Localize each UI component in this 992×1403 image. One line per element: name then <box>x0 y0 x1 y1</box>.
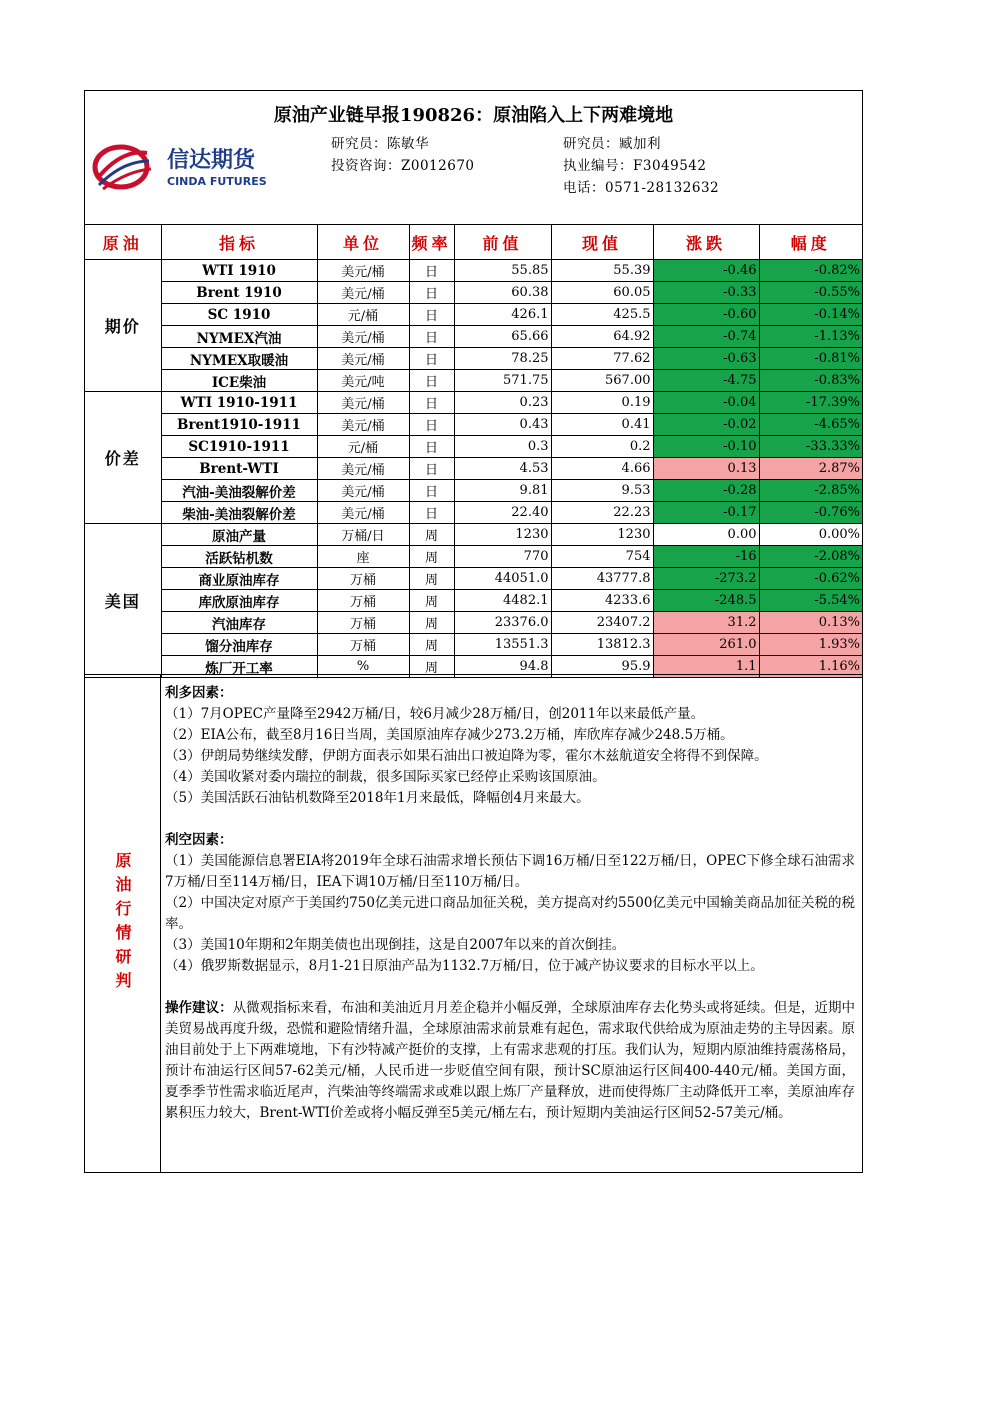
previous-value-cell: 4.53 <box>454 458 551 480</box>
change-percent-cell: -0.82% <box>759 260 862 282</box>
change-percent-cell: 0.13% <box>759 612 862 634</box>
unit-cell: 座 <box>317 546 409 568</box>
frequency-cell: 周 <box>409 656 454 678</box>
change-percent-cell: -1.13% <box>759 326 862 348</box>
frequency-cell: 日 <box>409 414 454 436</box>
table-row <box>85 612 862 634</box>
bullish-item: （1）7月OPEC产量降至2942万桶/日，较6月减少28万桶/日，创2011年以来最低产量。 <box>165 706 705 722</box>
change-percent-cell: -33.33% <box>759 436 862 458</box>
change-cell: -248.5 <box>653 590 759 612</box>
previous-value-cell: 770 <box>454 546 551 568</box>
current-value-cell: 95.9 <box>551 656 653 678</box>
current-value-cell: 60.05 <box>551 282 653 304</box>
change-percent-cell: -0.83% <box>759 370 862 392</box>
change-cell: 261.0 <box>653 634 759 656</box>
change-cell: -0.02 <box>653 414 759 436</box>
indicator-cell: 炼厂开工率 <box>161 656 317 678</box>
unit-cell: 美元/桶 <box>317 392 409 414</box>
current-value-cell: 13812.3 <box>551 634 653 656</box>
previous-value-cell: 55.85 <box>454 260 551 282</box>
report-header <box>85 91 862 225</box>
cinda-logo <box>91 139 281 195</box>
current-value-cell: 77.62 <box>551 348 653 370</box>
unit-cell: 美元/桶 <box>317 414 409 436</box>
frequency-cell: 周 <box>409 524 454 546</box>
change-cell: -0.63 <box>653 348 759 370</box>
previous-value-cell: 94.8 <box>454 656 551 678</box>
table-header-row <box>85 225 862 260</box>
bearish-item: （4）俄罗斯数据显示，8月1-21日原油产品为1132.7万桶/日，位于减产协议要求的目标水平以上。 <box>165 958 764 974</box>
previous-value-cell: 65.66 <box>454 326 551 348</box>
logo-text-en: CINDA FUTURES <box>167 175 267 188</box>
change-percent-cell: 1.16% <box>759 656 862 678</box>
indicator-cell: 活跃钻机数 <box>161 546 317 568</box>
bullish-item: （2）EIA公布，截至8月16日当周，美国原油库存减少273.2万桶，库欣库存减少248.5万桶。 <box>165 727 734 743</box>
unit-cell: 美元/桶 <box>317 282 409 304</box>
previous-value-cell: 22.40 <box>454 502 551 524</box>
change-percent-cell: -4.65% <box>759 414 862 436</box>
table-row <box>85 392 862 414</box>
change-percent-cell: -0.76% <box>759 502 862 524</box>
previous-value-cell: 9.81 <box>454 480 551 502</box>
previous-value-cell: 1230 <box>454 524 551 546</box>
unit-cell: 美元/吨 <box>317 370 409 392</box>
change-cell: -273.2 <box>653 568 759 590</box>
change-cell: -4.75 <box>653 370 759 392</box>
unit-cell: 元/桶 <box>317 304 409 326</box>
analyst-info-left <box>331 133 475 177</box>
table-row <box>85 436 862 458</box>
current-value-cell: 22.23 <box>551 502 653 524</box>
indicator-cell: WTI 1910-1911 <box>161 392 317 414</box>
table-row <box>85 590 862 612</box>
table-row <box>85 370 862 392</box>
indicator-cell: 商业原油库存 <box>161 568 317 590</box>
analyst-line: 投资咨询：Z0012670 <box>331 158 475 174</box>
operation-advice-label: 操作建议： <box>165 1000 233 1016</box>
previous-value-cell: 44051.0 <box>454 568 551 590</box>
frequency-cell: 周 <box>409 568 454 590</box>
change-cell: -0.10 <box>653 436 759 458</box>
change-cell: -0.17 <box>653 502 759 524</box>
indicator-cell: ICE柴油 <box>161 370 317 392</box>
col-header: 幅度 <box>759 225 862 260</box>
bearish-item: （1）美国能源信息署EIA将2019年全球石油需求增长预估下调16万桶/日至122万桶/日，OPEC下修全球石油需求7万桶/日至114万桶/日，IEA下调10万桶/日至110万桶/日。 <box>165 853 855 890</box>
analysis-section <box>85 674 862 1172</box>
unit-cell: % <box>317 656 409 678</box>
previous-value-cell: 426.1 <box>454 304 551 326</box>
indicator-cell: NYMEX汽油 <box>161 326 317 348</box>
table-row <box>85 480 862 502</box>
change-cell: -0.46 <box>653 260 759 282</box>
change-percent-cell: -0.62% <box>759 568 862 590</box>
logo-emblem-icon <box>95 147 151 189</box>
table-row <box>85 502 862 524</box>
bearish-title: 利空因素： <box>165 832 233 848</box>
unit-cell: 美元/桶 <box>317 502 409 524</box>
col-header: 频率 <box>409 225 454 260</box>
previous-value-cell: 0.3 <box>454 436 551 458</box>
indicator-cell: 馏分油库存 <box>161 634 317 656</box>
current-value-cell: 0.41 <box>551 414 653 436</box>
analyst-line: 研究员：臧加利 <box>563 136 661 152</box>
change-percent-cell: -2.08% <box>759 546 862 568</box>
indicator-cell: SC1910-1911 <box>161 436 317 458</box>
indicator-table <box>85 225 862 678</box>
unit-cell: 美元/桶 <box>317 326 409 348</box>
table-row <box>85 524 862 546</box>
col-header: 原油 <box>85 225 161 260</box>
indicator-cell: 汽油库存 <box>161 612 317 634</box>
indicator-cell: NYMEX取暖油 <box>161 348 317 370</box>
unit-cell: 美元/桶 <box>317 260 409 282</box>
indicator-cell: 柴油-美油裂解价差 <box>161 502 317 524</box>
change-percent-cell: -5.54% <box>759 590 862 612</box>
change-cell: -0.60 <box>653 304 759 326</box>
current-value-cell: 9.53 <box>551 480 653 502</box>
bearish-item: （2）中国决定对原产于美国约750亿美元进口商品加征关税，美方提高对约5500亿美元中国输美商品加征关税的税率。 <box>165 895 855 932</box>
previous-value-cell: 0.23 <box>454 392 551 414</box>
change-cell: 1.1 <box>653 656 759 678</box>
unit-cell: 元/桶 <box>317 436 409 458</box>
change-percent-cell: 0.00% <box>759 524 862 546</box>
analysis-body <box>165 683 855 1124</box>
indicator-cell: WTI 1910 <box>161 260 317 282</box>
unit-cell: 万桶 <box>317 568 409 590</box>
bearish-item: （3）美国10年期和2年期美债也出现倒挂，这是自2007年以来的首次倒挂。 <box>165 937 626 953</box>
frequency-cell: 日 <box>409 326 454 348</box>
current-value-cell: 0.2 <box>551 436 653 458</box>
group-label: 价差 <box>85 392 161 524</box>
bullish-item: （5）美国活跃石油钻机数降至2018年1月来最低，降幅创4月来最大。 <box>165 790 590 806</box>
frequency-cell: 日 <box>409 392 454 414</box>
indicator-cell: 汽油-美油裂解价差 <box>161 480 317 502</box>
indicator-cell: 库欣原油库存 <box>161 590 317 612</box>
current-value-cell: 567.00 <box>551 370 653 392</box>
col-header: 现值 <box>551 225 653 260</box>
table-row <box>85 458 862 480</box>
col-header: 单位 <box>317 225 409 260</box>
analyst-line: 研究员：陈敏华 <box>331 136 429 152</box>
table-row <box>85 282 862 304</box>
change-percent-cell: -0.55% <box>759 282 862 304</box>
current-value-cell: 4.66 <box>551 458 653 480</box>
change-percent-cell: 2.87% <box>759 458 862 480</box>
table-row <box>85 348 862 370</box>
frequency-cell: 日 <box>409 502 454 524</box>
current-value-cell: 1230 <box>551 524 653 546</box>
table-row <box>85 546 862 568</box>
analyst-line: 电话：0571-28132632 <box>563 180 720 196</box>
frequency-cell: 日 <box>409 458 454 480</box>
current-value-cell: 425.5 <box>551 304 653 326</box>
table-body <box>85 260 862 678</box>
frequency-cell: 日 <box>409 260 454 282</box>
unit-cell: 万桶 <box>317 634 409 656</box>
table-row <box>85 414 862 436</box>
unit-cell: 万桶/日 <box>317 524 409 546</box>
indicator-cell: Brent 1910 <box>161 282 317 304</box>
change-percent-cell: -0.81% <box>759 348 862 370</box>
previous-value-cell: 571.75 <box>454 370 551 392</box>
operation-advice <box>165 998 855 1124</box>
table-row <box>85 568 862 590</box>
unit-cell: 万桶 <box>317 590 409 612</box>
previous-value-cell: 4482.1 <box>454 590 551 612</box>
change-percent-cell: -2.85% <box>759 480 862 502</box>
frequency-cell: 日 <box>409 480 454 502</box>
previous-value-cell: 23376.0 <box>454 612 551 634</box>
frequency-cell: 日 <box>409 282 454 304</box>
current-value-cell: 43777.8 <box>551 568 653 590</box>
table-row <box>85 634 862 656</box>
change-percent-cell: -0.14% <box>759 304 862 326</box>
operation-advice-text: 从微观指标来看，布油和美油近月月差企稳并小幅反弹，全球原油库存去化势头或将延续。但是，近期中美贸易战再度升级，恐慌和避险情绪升温，全球原油需求前景难有起色，需求取代供给成为原油走势的主导因素。原油目前处于上下两难境地，下有沙特减产挺价的支撑，上有需求悲观的打压。我们认为，短期内原油维持震荡格局，预计布油运行区间57-62美元/桶，人民币进一步贬值空间有限，预计SC原油运行区间400-440元/桶。美国方面，夏季季节性需求临近尾声，汽柴油等终端需求或难以跟上炼厂产量释放，进而使得炼厂主动降低开工率，美原油库存累积压力较大，Brent-WTI价差或将小幅反弹至5美元/桶左右，预计短期内美油运行区间52-57美元/桶。 <box>165 1000 856 1121</box>
current-value-cell: 0.19 <box>551 392 653 414</box>
table-row <box>85 260 862 282</box>
current-value-cell: 64.92 <box>551 326 653 348</box>
analysis-label: 原油行情研判 <box>85 675 161 1172</box>
report-title: 原油产业链早报190826：原油陷入上下两难境地 <box>273 105 674 126</box>
bullish-item: （3）伊朗局势继续发酵，伊朗方面表示如果石油出口被迫降为零，霍尔木兹航道安全将得不到保障。 <box>165 748 768 764</box>
change-cell: -16 <box>653 546 759 568</box>
col-header: 涨跌 <box>653 225 759 260</box>
analyst-line: 执业编号：F3049542 <box>563 158 707 174</box>
unit-cell: 万桶 <box>317 612 409 634</box>
previous-value-cell: 13551.3 <box>454 634 551 656</box>
col-header: 指标 <box>161 225 317 260</box>
frequency-cell: 日 <box>409 348 454 370</box>
unit-cell: 美元/桶 <box>317 348 409 370</box>
logo-text-cn: 信达期货 <box>167 148 256 173</box>
bullish-title: 利多因素： <box>165 685 233 701</box>
current-value-cell: 754 <box>551 546 653 568</box>
indicator-cell: Brent-WTI <box>161 458 317 480</box>
frequency-cell: 周 <box>409 634 454 656</box>
change-cell: 31.2 <box>653 612 759 634</box>
change-percent-cell: 1.93% <box>759 634 862 656</box>
previous-value-cell: 78.25 <box>454 348 551 370</box>
indicator-cell: 原油产量 <box>161 524 317 546</box>
change-cell: -0.33 <box>653 282 759 304</box>
bullish-item: （4）美国收紧对委内瑞拉的制裁，很多国际买家已经停止采购该国原油。 <box>165 769 606 785</box>
change-percent-cell: -17.39% <box>759 392 862 414</box>
change-cell: 0.13 <box>653 458 759 480</box>
unit-cell: 美元/桶 <box>317 480 409 502</box>
frequency-cell: 周 <box>409 612 454 634</box>
analyst-info-right <box>563 133 719 199</box>
change-cell: -0.74 <box>653 326 759 348</box>
current-value-cell: 4233.6 <box>551 590 653 612</box>
col-header: 前值 <box>454 225 551 260</box>
table-row <box>85 304 862 326</box>
frequency-cell: 日 <box>409 304 454 326</box>
current-value-cell: 55.39 <box>551 260 653 282</box>
report-sheet <box>84 90 863 1173</box>
group-label: 美国 <box>85 524 161 678</box>
change-cell: -0.04 <box>653 392 759 414</box>
previous-value-cell: 0.43 <box>454 414 551 436</box>
frequency-cell: 周 <box>409 546 454 568</box>
frequency-cell: 日 <box>409 370 454 392</box>
current-value-cell: 23407.2 <box>551 612 653 634</box>
indicator-cell: Brent1910-1911 <box>161 414 317 436</box>
change-cell: 0.00 <box>653 524 759 546</box>
group-label: 期价 <box>85 260 161 392</box>
previous-value-cell: 60.38 <box>454 282 551 304</box>
indicator-cell: SC 1910 <box>161 304 317 326</box>
table-row <box>85 326 862 348</box>
frequency-cell: 日 <box>409 436 454 458</box>
unit-cell: 美元/桶 <box>317 458 409 480</box>
change-cell: -0.28 <box>653 480 759 502</box>
frequency-cell: 周 <box>409 590 454 612</box>
